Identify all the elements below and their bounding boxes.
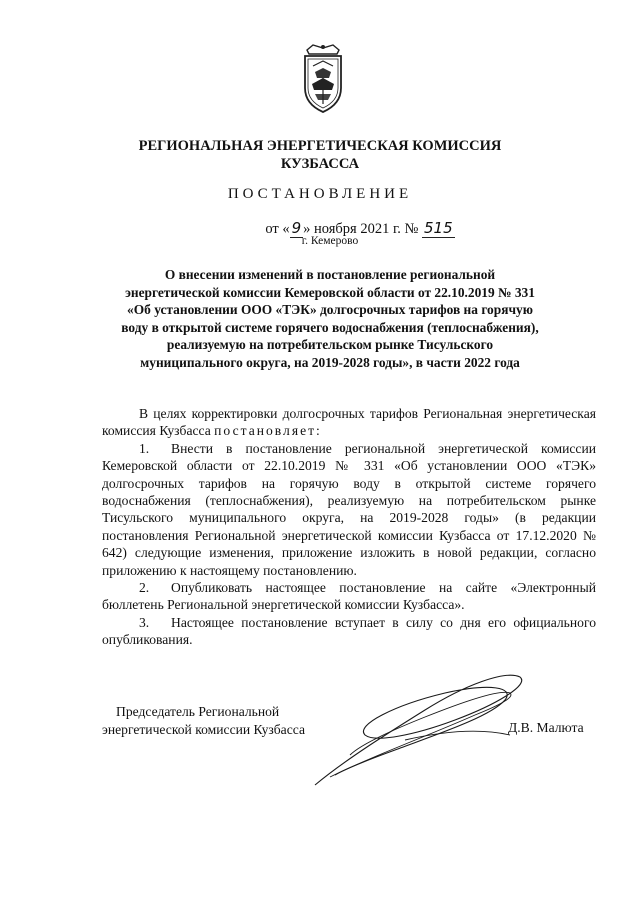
item-number: 1. bbox=[139, 440, 150, 456]
item-text: Настоящее постановление вступает в силу со дня его официального опубликования. bbox=[102, 614, 596, 648]
list-item bbox=[102, 579, 596, 614]
date-month-year: » ноября 2021 г. № bbox=[303, 221, 419, 237]
city: г. Кемерово bbox=[301, 235, 359, 247]
subject-line: «Об установлении ООО «ТЭК» долгосрочных тарифов на горячую bbox=[127, 302, 533, 317]
org-name-line1: РЕГИОНАЛЬНАЯ ЭНЕРГЕТИЧЕСКАЯ КОМИССИЯ bbox=[138, 138, 502, 154]
subject-line: муниципального округа, на 2019-2028 годы», в части 2022 года bbox=[140, 354, 520, 370]
intro-paragraph bbox=[102, 405, 596, 440]
position-line2: энергетической комиссии Кузбасса bbox=[102, 721, 305, 737]
document-type: ПОСТАНОВЛЕНИЕ bbox=[227, 186, 413, 202]
coat-of-arms-emblem bbox=[301, 42, 345, 114]
subject-line: реализуемую на потребительском рынке Тисульского bbox=[166, 337, 494, 352]
org-name-line2: КУЗБАССА bbox=[280, 156, 360, 172]
date-day: 9 bbox=[291, 219, 302, 237]
item-number: 2. bbox=[139, 580, 150, 596]
document-number: 515 bbox=[424, 219, 453, 237]
intro-text: В целях корректировки долгосрочных тарифов Региональная энергетическая комиссия Кузбасса bbox=[102, 406, 596, 439]
subject-line: воду в открытой системе горячего водоснабжения (теплоснабжения), bbox=[121, 319, 539, 335]
signatory-name: Д.В. Малюта bbox=[508, 720, 584, 735]
handwritten-signature bbox=[305, 665, 530, 795]
item-text: Опубликовать настоящее постановление на сайте «Электронный бюллетень Региональной энергетической комиссии Кузбасса». bbox=[102, 580, 596, 613]
subject-line: энергетической комиссии Кемеровской области от 22.10.2019 № 331 bbox=[125, 284, 535, 300]
document-subject bbox=[100, 266, 560, 371]
item-text: Внести в постановление региональной энергетической комиссии Кемеровской области от 22.10.2019 № 331 «Об установлении ООО «ТЭК» долгосрочных тарифов на горячую воду в открытой системе горячего водоснабжения (теплоснабжения), реализуемую на потребительском рынке Тисульского муниципального округа, на 2019-2028 годы» (в редакции постановления Региональной энергетической комиссии Кузбасса от 17.12.2020 № 642) следующие изменения, приложение изложить в новой редакции, согласно приложению к настоящему постановлению. bbox=[102, 440, 596, 578]
subject-line: О внесении изменений в постановление региональной bbox=[164, 267, 496, 282]
item-number: 3. bbox=[139, 614, 150, 630]
list-item bbox=[102, 440, 596, 579]
signatory-position bbox=[102, 703, 305, 738]
date-prefix: от « bbox=[265, 221, 290, 237]
list-item bbox=[102, 614, 596, 649]
position-line1: Председатель Региональной bbox=[116, 704, 280, 719]
intro-verb: постановляет: bbox=[214, 423, 322, 439]
document-body bbox=[102, 405, 596, 649]
